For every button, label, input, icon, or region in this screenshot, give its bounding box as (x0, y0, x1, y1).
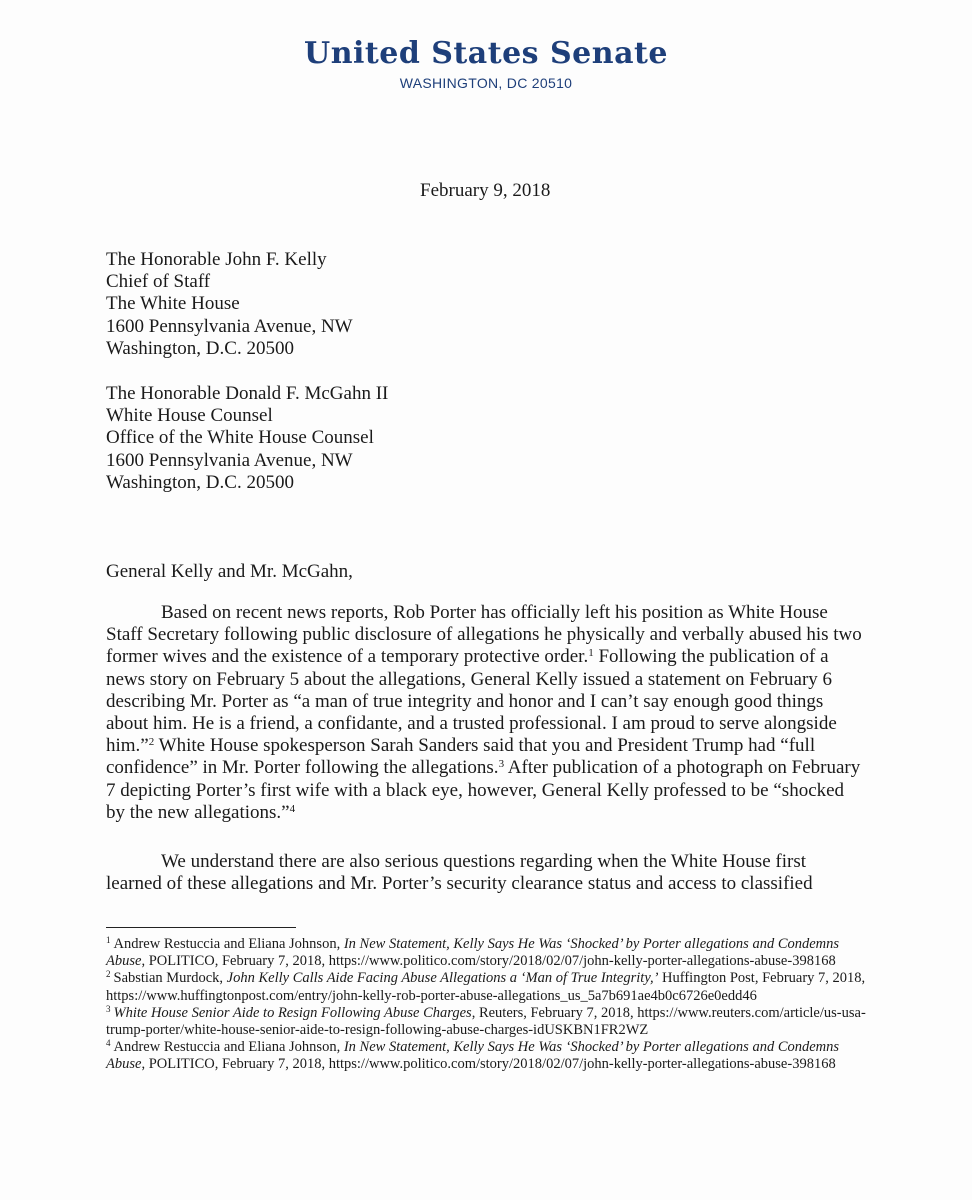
footnote-citation: , POLITICO, February 7, 2018, https://www.politico.com/story/2018/02/07/john-kelly-porter-allegations-abuse-398168 (141, 1056, 836, 1073)
letter-date: February 9, 2018 (420, 180, 551, 201)
recipient-address-kelly (106, 249, 353, 360)
footnote-number: 2 (106, 969, 111, 980)
footnote-citation: Huffington Post, February 7, 2018, https://www.huffingtonpost.com/entry/john-kelly-rob-porter-abuse-allegations_us_5a7b691ae4b0c6726e0edd46 (106, 970, 866, 1004)
address-line: Office of the White House Counsel (106, 427, 374, 449)
footnote-ref-1: 1 (588, 647, 594, 660)
footnote-author: Andrew Restuccia and Eliana Johnson, (113, 936, 344, 952)
footnote-divider (106, 927, 296, 928)
footnote-ref-3: 3 (498, 758, 505, 771)
address-line: 1600 Pennsylvania Avenue, NW (106, 449, 353, 471)
letterhead-title: United States Senate (304, 36, 668, 71)
address-line: The Honorable John F. Kelly (106, 249, 327, 270)
footnote-author: Sabstian Murdock, (113, 970, 227, 987)
address-line: Washington, D.C. 20500 (106, 337, 294, 359)
address-line: The White House (106, 293, 240, 315)
letterhead (0, 36, 972, 92)
address-line: The Honorable Donald F. McGahn II (106, 383, 389, 404)
address-line: 1600 Pennsylvania Avenue, NW (106, 315, 353, 337)
footnote-3 (106, 1005, 866, 1039)
footnote-author: Andrew Restuccia and Eliana Johnson, (113, 1039, 344, 1056)
footnote-4 (106, 1039, 866, 1073)
footnote-article-title: In New Statement, Kelly Says He Was ‘Shocked’ by Porter allegations and Condemns Abuse (106, 936, 840, 970)
paragraph-text: After publication of a photograph on February 7 depicting Porter’s first wife with a black eye, however, General Kelly professed to be “shocked by the new allegations.” (106, 757, 861, 823)
footnote-citation: , Reuters, February 7, 2018, https://www.reuters.com/article/us-usa-trump-porter/white-house-senior-aide-to-resign-following-abuse-charges-idUSKBN1FR2WZ (106, 1004, 866, 1039)
paragraph-text: White House spokesperson Sarah Sanders said that you and President Trump had “full confidence” in Mr. Porter following the allegations. (106, 735, 816, 779)
footnote-number: 4 (106, 1038, 111, 1049)
footnote-ref-2: 2 (148, 736, 155, 749)
footnote-article-title: White House Senior Aide to Resign Following Abuse Charges (113, 1004, 472, 1021)
footnote-citation: , POLITICO, February 7, 2018, https://www.politico.com/story/2018/02/07/john-kelly-porter-allegations-abuse-398168 (141, 953, 836, 970)
footnote-article-title: In New Statement, Kelly Says He Was ‘Shocked’ by Porter allegations and Condemns Abuse (106, 1039, 840, 1073)
footnote-number: 1 (106, 935, 111, 945)
footnote-article-title: John Kelly Calls Aide Facing Abuse Allegations a ‘Man of True Integrity,’ (226, 970, 659, 987)
address-line: Washington, D.C. 20500 (106, 471, 294, 493)
body-paragraph-2: We understand there are also serious questions regarding when the White House first learned of these allegations and Mr. Porter’s security clearance status and access to classified (106, 851, 813, 895)
recipient-address-mcgahn (106, 383, 388, 494)
footnote-1 (106, 936, 866, 970)
address-line: White House Counsel (106, 405, 273, 427)
body-paragraph-1 (106, 602, 866, 824)
footnote-ref-4: 4 (289, 802, 296, 815)
footnote-number: 3 (106, 1003, 111, 1014)
footnotes (106, 936, 866, 1074)
salutation: General Kelly and Mr. McGahn, (106, 561, 353, 582)
footnote-2 (106, 970, 866, 1004)
letterhead-subtitle: WASHINGTON, DC 20510 (399, 75, 573, 91)
paragraph-text: Based on recent news reports, Rob Porter has officially left his position as White House Staff Secretary following public disclosure of allegations he physically and verbally abused his two former wives and the existence of a temporary protective order. (106, 602, 862, 668)
paragraph-text: Following the publication of a news story on February 5 about the allegations, General Kelly issued a statement on February 6 describing Mr. Porter as “a man of true integrity and honor and I can’t say enough good things about him. He is a friend, a confidante, and a trusted professional. I am proud to serve alongside him.” (106, 646, 837, 757)
address-line: Chief of Staff (106, 271, 211, 293)
